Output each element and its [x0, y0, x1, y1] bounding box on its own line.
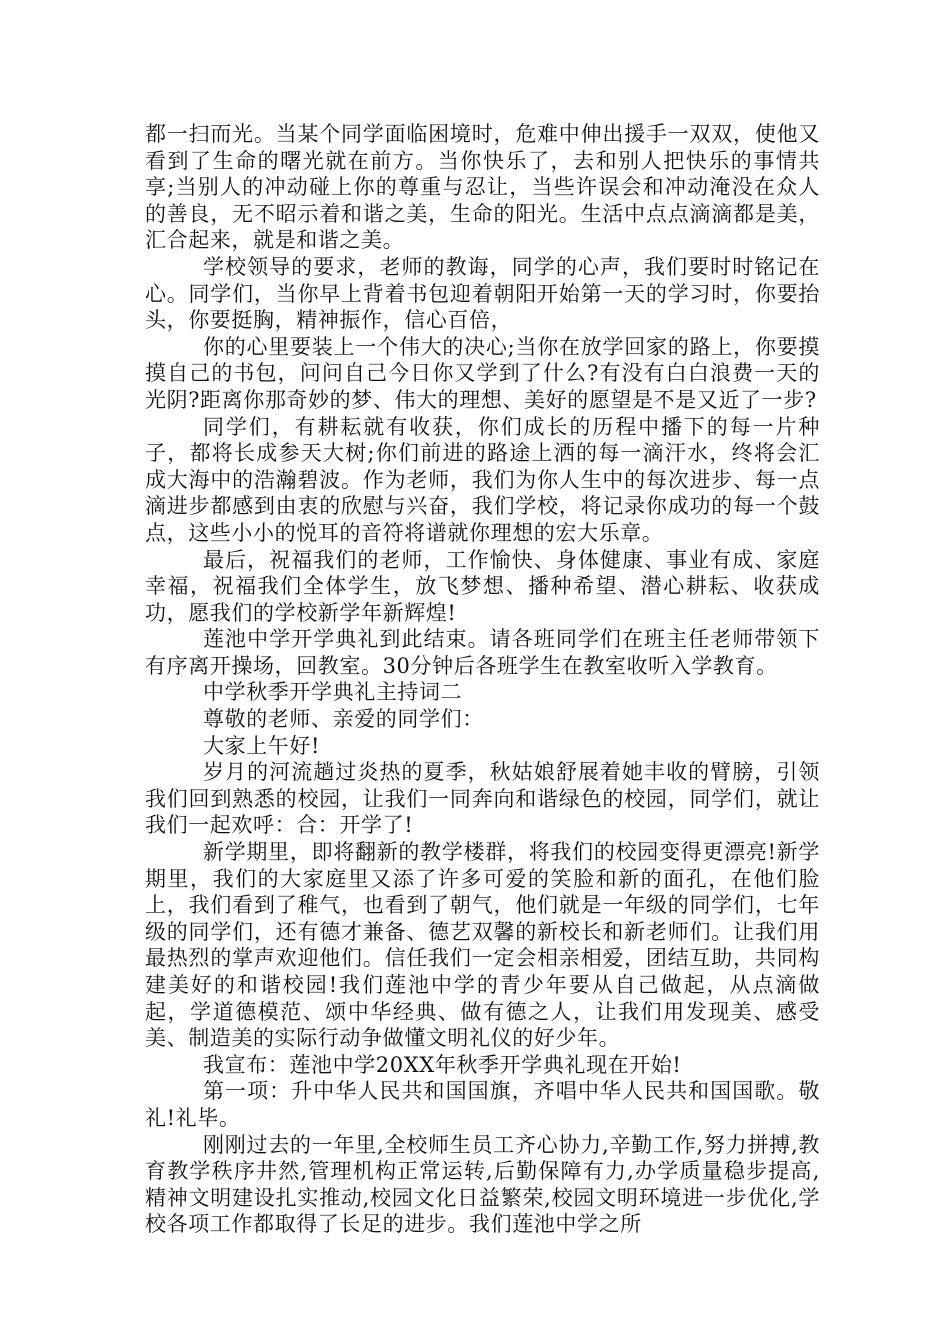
salutation: 尊敬的老师、亲爱的同学们：	[203, 707, 484, 732]
greeting: 大家上午好!	[203, 733, 321, 758]
paragraph: 第一项：升中华人民共和国国旗，齐唱中华人民共和国国歌。敬礼!礼毕。	[145, 1079, 820, 1130]
paragraph: 我宣布：莲池中学20XX年秋季开学典礼现在开始!	[203, 1052, 682, 1077]
paragraph: 刚刚过去的一年里,全校师生员工齐心协力,辛勤工作,努力拼搏,教育教学秩序井然,管理机构正常运转,后勤保障有力,办学质量稳步提高,精神文明建设扎实推动,校园文化日益繁荣,校园文明环境进一步优化,学校各项工作都取得了长足的进步。我们莲池中学之所	[145, 1132, 820, 1237]
document-body	[145, 121, 820, 1238]
paragraph: 都一扫而光。当某个同学面临困境时，危难中伸出援手一双双，使他又看到了生命的曙光就在前方。当你快乐了，去和别人把快乐的事情共享;当别人的冲动碰上你的尊重与忍让，当些许误会和冲动淹没在众人的善良，无不昭示着和谐之美，生命的阳光。生活中点点滴滴都是美，汇合起来，就是和谐之美。	[145, 122, 820, 253]
paragraph: 同学们，有耕耘就有收获，你们成长的历程中播下的每一片种子，都将长成参天大树;你们前进的路途上洒的每一滴汗水，终将会汇成大海中的浩瀚碧波。作为老师，我们为你人生中的每次进步、每一点滴进步都感到由衷的欣慰与兴奋，我们学校，将记录你成功的每一个鼓点，这些小小的悦耳的音符将谱就你理想的宏大乐章。	[145, 414, 820, 545]
paragraph: 学校领导的要求，老师的教诲，同学的心声，我们要时时铭记在心。同学们，当你早上背着书包迎着朝阳开始第一天的学习时，你要抬头，你要挺胸，精神振作，信心百倍，	[145, 254, 820, 333]
paragraph: 新学期里，即将翻新的教学楼群，将我们的校园变得更漂亮!新学期里，我们的大家庭里又添了许多可爱的笑脸和新的面孔，在他们脸上，我们看到了稚气，也看到了朝气，他们就是一年级的同学们，七年级的同学们，还有德才兼备、德艺双馨的新校长和新老师们。让我们用最热烈的掌声欢迎他们。信任我们一定会相亲相爱，团结互助，共同构建美好的和谐校园!我们莲池中学的青少年要从自己做起，从点滴做起，学道德模范、颂中华经典、做有德之人，让我们用发现美、感受美、制造美的实际行动争做懂文明礼仪的好少年。	[145, 840, 820, 1051]
paragraph: 莲池中学开学典礼到此结束。请各班同学们在班主任老师带领下有序离开操场，回教室。30分钟后各班学生在教室收听入学教育。	[145, 627, 820, 678]
paragraph: 你的心里要装上一个伟大的决心;当你在放学回家的路上，你要摸摸自己的书包，问问自己今日你又学到了什么?有没有白白浪费一天的光阴?距离你那奇妙的梦、伟大的理想、美好的愿望是不是又近了一步?	[145, 334, 820, 412]
paragraph: 最后，祝福我们的老师，工作愉快、身体健康、事业有成、家庭幸福，祝福我们全体学生，放飞梦想、播种希望、潜心耕耘、收获成功，愿我们的学校新学年新辉煌!	[145, 547, 820, 625]
paragraph: 岁月的河流趟过炎热的夏季，秋姑娘舒展着她丰收的臂膀，引领我们回到熟悉的校园，让我们一同奔向和谐绿色的校园，同学们，就让我们一起欢呼：合：开学了!	[145, 760, 820, 838]
section-heading: 中学秋季开学典礼主持词二	[203, 680, 463, 705]
